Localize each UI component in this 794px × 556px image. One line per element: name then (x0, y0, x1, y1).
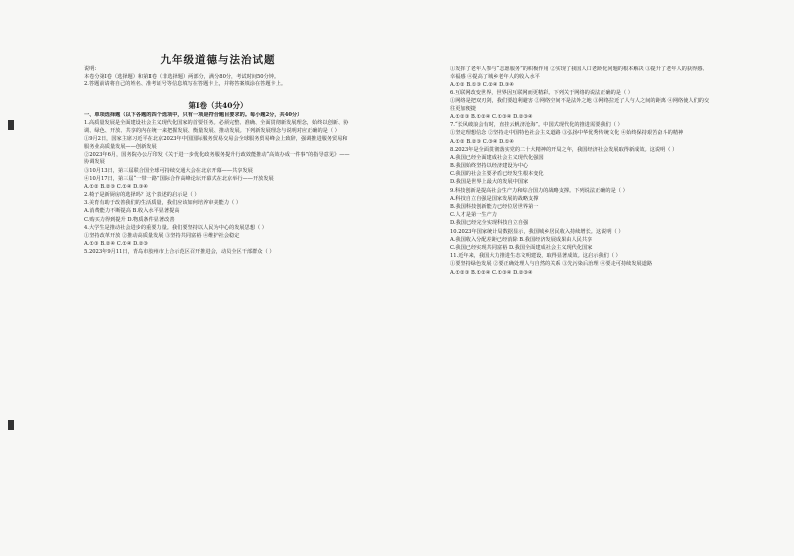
right-line: A.我国已经全面建成社会主义现代化强国 (450, 154, 544, 161)
left-line: A.消费能力不断提高 B.收入水平显著提高 (84, 208, 180, 215)
right-line: 7.“长风破浪会有时，直挂云帆济沧海”。中国式现代化的推进需要我们（ ） (450, 122, 623, 129)
right-line: C.我国已经实现共同富裕 D.我国全面建成社会主义现代化国家 (450, 244, 593, 251)
left-line: 3.美育有助于改善我们的生活质量，我们应该如何培养审美能力（ ） (84, 200, 242, 207)
right-line: A.科技自立自强是国家发展的战略支撑 (450, 195, 539, 202)
right-line: C.我国的社会主要矛盾已经发生根本变化 (450, 171, 544, 178)
right-line: C.人才是第一生产力 (450, 212, 497, 219)
left-line: A.①② B.②③ C.①④ D.③④ (84, 183, 149, 190)
right-line: ①发挥了老年人参与“志愿服务”的积极作用 ②实现了我国人口老龄化问题的根本解决 ③提升了老年人的获得感、幸福感 ④提高了城乡老年人的收入水平 (450, 66, 708, 80)
right-line: A.①②③ B.①②④ C.①③④ D.②③④ (450, 113, 533, 120)
left-line: 4.大学生是推动社会进步的重要力量。我们要坚持以人民为中心的发展思想（ ） (84, 224, 267, 231)
left-line: ①9月2日，国家主席习近平在北京2023年中国国际服务贸易交易会全球服务贸易峰会上致辞，强调推进服务贸易和服务业高质量发展——创新发展 (84, 135, 348, 150)
right-line: 10.2023年国家统计局数据显示，我国城乡居民收入持续增长。这说明（ ） (450, 228, 624, 235)
note-2: 2.答题前请将自己的姓名、准考证号等信息填写在答题卡上，并将答案填涂在答题卡上。 (84, 81, 287, 88)
left-line: C.购买力得到提升 D.物质条件显著改善 (84, 216, 175, 223)
exam-title: 九年级道德与法治试题 (160, 54, 276, 66)
binding-mark (8, 120, 14, 130)
left-line: 1.高质量发展是全面建设社会主义现代化国家的首要任务。必须完整、准确、全面贯彻新发展理念，始终以创新、协调、绿色、开放、共享的内在统一来把握发展、衡量发展、推动发展。下列新发展理念与说明对应正确的是（ ） (84, 120, 349, 134)
left-line: ④10月17日，第三届“一带一路”国际合作高峰论坛开幕式在北京举行——开放发展 (84, 175, 274, 182)
exam-notes (84, 66, 352, 89)
left-line: ③10月13日，第三届联合国全球可持续交通大会在北京开幕——共享发展 (84, 167, 253, 174)
note-1: 本卷分第Ⅰ卷（选择题）和第Ⅱ卷（非选择题）两部分，满分80分，考试时间50分钟。 (84, 73, 280, 80)
right-line: ①坚定理想信念 ②坚持走中国特色社会主义道路 ③弘扬中华优秀传统文化 ④始终保持艰苦奋斗的精神 (450, 130, 684, 137)
section1-heading: 一、单项选择题（以下各题的四个选项中，只有一项是符合题目要求的。每小题2分，共40分） (84, 112, 303, 118)
left-line: 5.2023年9月11日，青岛市胶州市上合示范区召开推进会，动员全区干部群众（ ） (84, 249, 275, 256)
left-line: ①坚持改革开放 ②推动高质量发展 ③坚持共同富裕 ④维护社会稳定 (84, 233, 240, 240)
right-line: D.我国已经完全实现科技自立自强 (450, 220, 529, 227)
right-line: A.我国收入分配差距已经消除 B.我国经济发展成果由人民共享 (450, 236, 593, 243)
right-line: D.我国是世界上最大的发展中国家 (450, 179, 529, 186)
right-line: A.①② B.②③ C.③④ D.①④ (450, 138, 515, 145)
right-line: A.①②③ B.①②④ C.①③④ D.②③④ (450, 269, 533, 276)
right-line: ①网络是把双刃剑，我们要趋利避害 ②网络空间不是法外之地 ③网络拉近了人与人之间的距离 ④网络使人们的交往更加便捷 (450, 98, 710, 112)
notes-label: 说明: (84, 66, 97, 72)
right-line: B.我国科技创新能力已经位居世界第一 (450, 204, 539, 210)
right-line: 9.科技创新是提高社会生产力和综合国力的战略支撑。下列说法正确的是（ ） (450, 187, 628, 194)
left-line: 2.椅子是新厨房的选择吗？这个表述的启示是（ ） (84, 192, 200, 199)
left-line: A.①③ B.②④ C.①④ D.②③ (84, 241, 149, 248)
left-column (84, 112, 352, 548)
right-line: 11.近年来，我国大力推进生态文明建设，取得显著成效。这启示我们（ ） (450, 253, 621, 260)
right-column (450, 66, 710, 528)
right-line: B.我国始终坚持以经济建设为中心 (450, 163, 529, 170)
right-line: 8.2023年是全面贯彻落实党的二十大精神的开局之年，我国经济社会发展取得新成效。这说明（ ） (450, 146, 678, 153)
right-line: ①要坚持绿色发展 ②要正确处理人与自然的关系 ③先污染后治理 ④要走可持续发展道路 (450, 261, 653, 268)
left-line: ②2023年6月，国务院办公厅印发《关于进一步优化政务服务提升行政效能推动“高效办成一件事”的指导意见》——协调发展 (84, 151, 350, 166)
part1-title: 第Ⅰ卷（共40分） (188, 101, 248, 110)
binding-mark (8, 420, 14, 430)
right-line: A.①② B.①③ C.②④ D.③④ (450, 81, 515, 88)
right-line: 6.互联网改变世界，世界因互联网而更精彩。下列关于网络的说法正确的是（ ） (450, 89, 633, 96)
